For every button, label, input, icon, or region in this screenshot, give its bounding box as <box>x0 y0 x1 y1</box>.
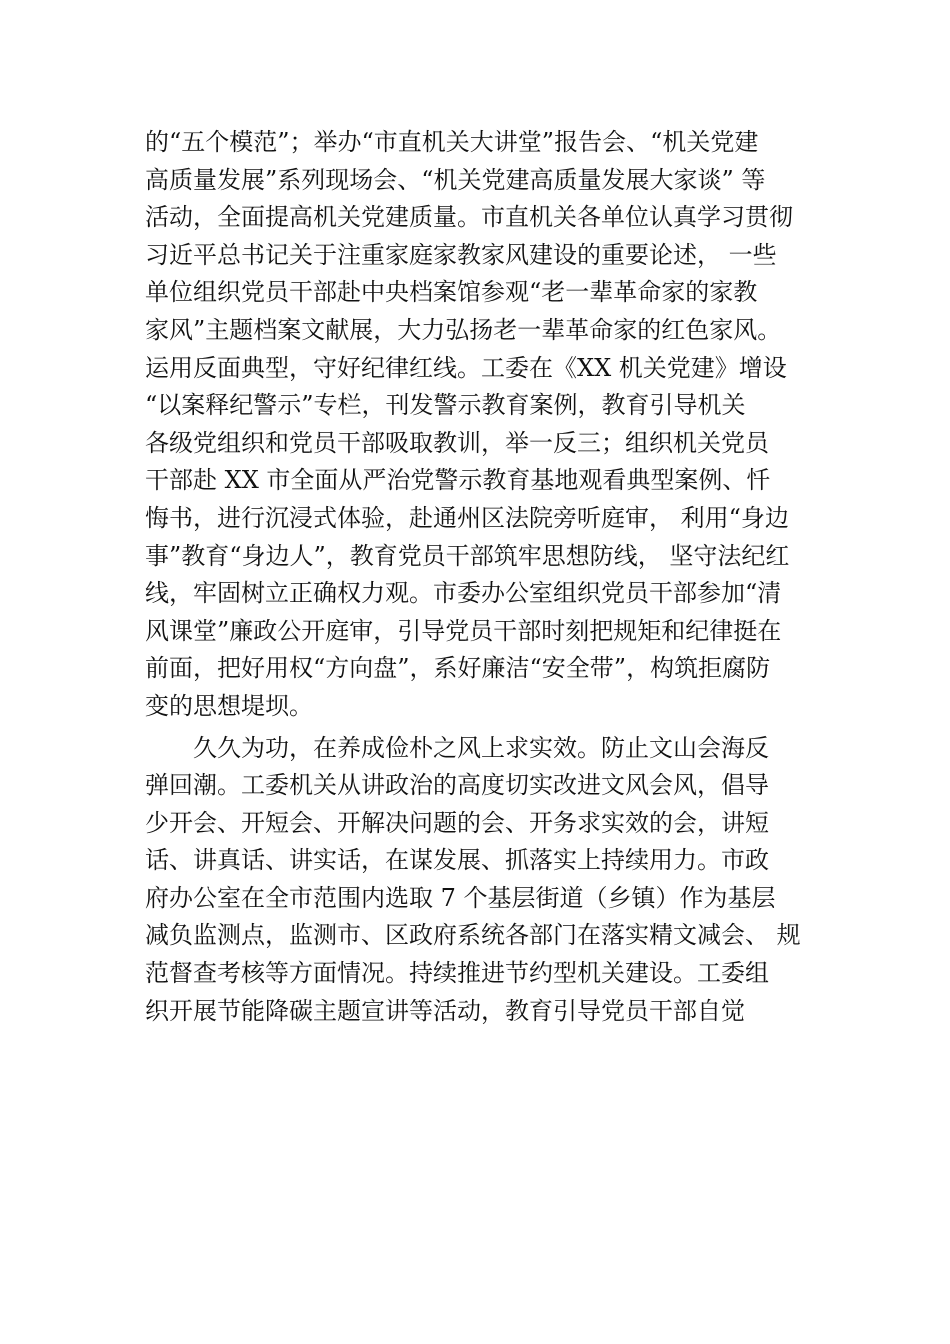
text-line: “以案释纪警示”专栏，刊发警示教育案例，教育引导机关 <box>145 391 746 420</box>
text-line: 活动，全面提高机关党建质量。市直机关各单位认真学习贯彻 <box>145 203 793 232</box>
text-line: 风课堂”廉政公开庭审，引导党员干部时刻把规矩和纪律挺在 <box>145 616 782 645</box>
text-line: 事”教育“身边人”，教育党员干部筑牢思想防线， 坚守法纪红 <box>145 541 790 570</box>
text-line: 府办公室在全市范围内选取 7 个基层街道（乡镇）作为基层 <box>145 883 776 912</box>
text-line: 习近平总书记关于注重家庭家教家风建设的重要论述， 一些 <box>145 240 777 269</box>
text-line: 干部赴 XX 市全面从严治党警示教育基地观看典型案例、忏 <box>145 466 771 495</box>
text-line: 变的思想堤坝。 <box>145 691 313 720</box>
text-line: 前面，把好用权“方向盘”，系好廉洁“安全带”，构筑拒腐防 <box>145 654 771 683</box>
text-line: 范督查考核等方面情况。持续推进节约型机关建设。工委组 <box>145 959 769 988</box>
text-line: 线，牢固树立正确权力观。市委办公室组织党员干部参加“清 <box>145 579 782 608</box>
text-line: 高质量发展”系列现场会、“机关党建高质量发展大家谈” 等 <box>145 165 766 194</box>
text-line: 弹回潮。工委机关从讲政治的高度切实改进文风会风，倡导 <box>145 771 769 800</box>
text-line: 的“五个模范”；举办“市直机关大讲堂”报告会、“机关党建 <box>145 128 759 156</box>
paragraph-first-line: 久久为功，在养成俭朴之风上求实效。防止文山会海反 <box>193 733 769 762</box>
text-line: 家风”主题档案文献展，大力弘扬老一辈革命家的红色家风。 <box>145 315 782 344</box>
document-body <box>145 124 835 1030</box>
text-line: 运用反面典型，守好纪律红线。工委在《XX 机关党建》增设 <box>145 353 787 382</box>
text-line: 织开展节能降碳主题宣讲等活动，教育引导党员干部自觉 <box>145 996 745 1025</box>
text-line: 少开会、开短会、开解决问题的会、开务求实效的会，讲短 <box>145 808 769 837</box>
text-line: 悔书，进行沉浸式体验，赴通州区法院旁听庭审， 利用“身边 <box>145 503 789 532</box>
text-line: 各级党组织和党员干部吸取教训，举一反三；组织机关党员 <box>145 428 769 457</box>
text-line: 单位组织党员干部赴中央档案馆参观“老一辈革命家的家教 <box>145 278 758 307</box>
text-line: 话、讲真话、讲实话，在谋发展、抓落实上持续用力。市政 <box>145 846 769 875</box>
text-line: 减负监测点，监测市、区政府系统各部门在落实精文减会、 规 <box>145 921 801 950</box>
